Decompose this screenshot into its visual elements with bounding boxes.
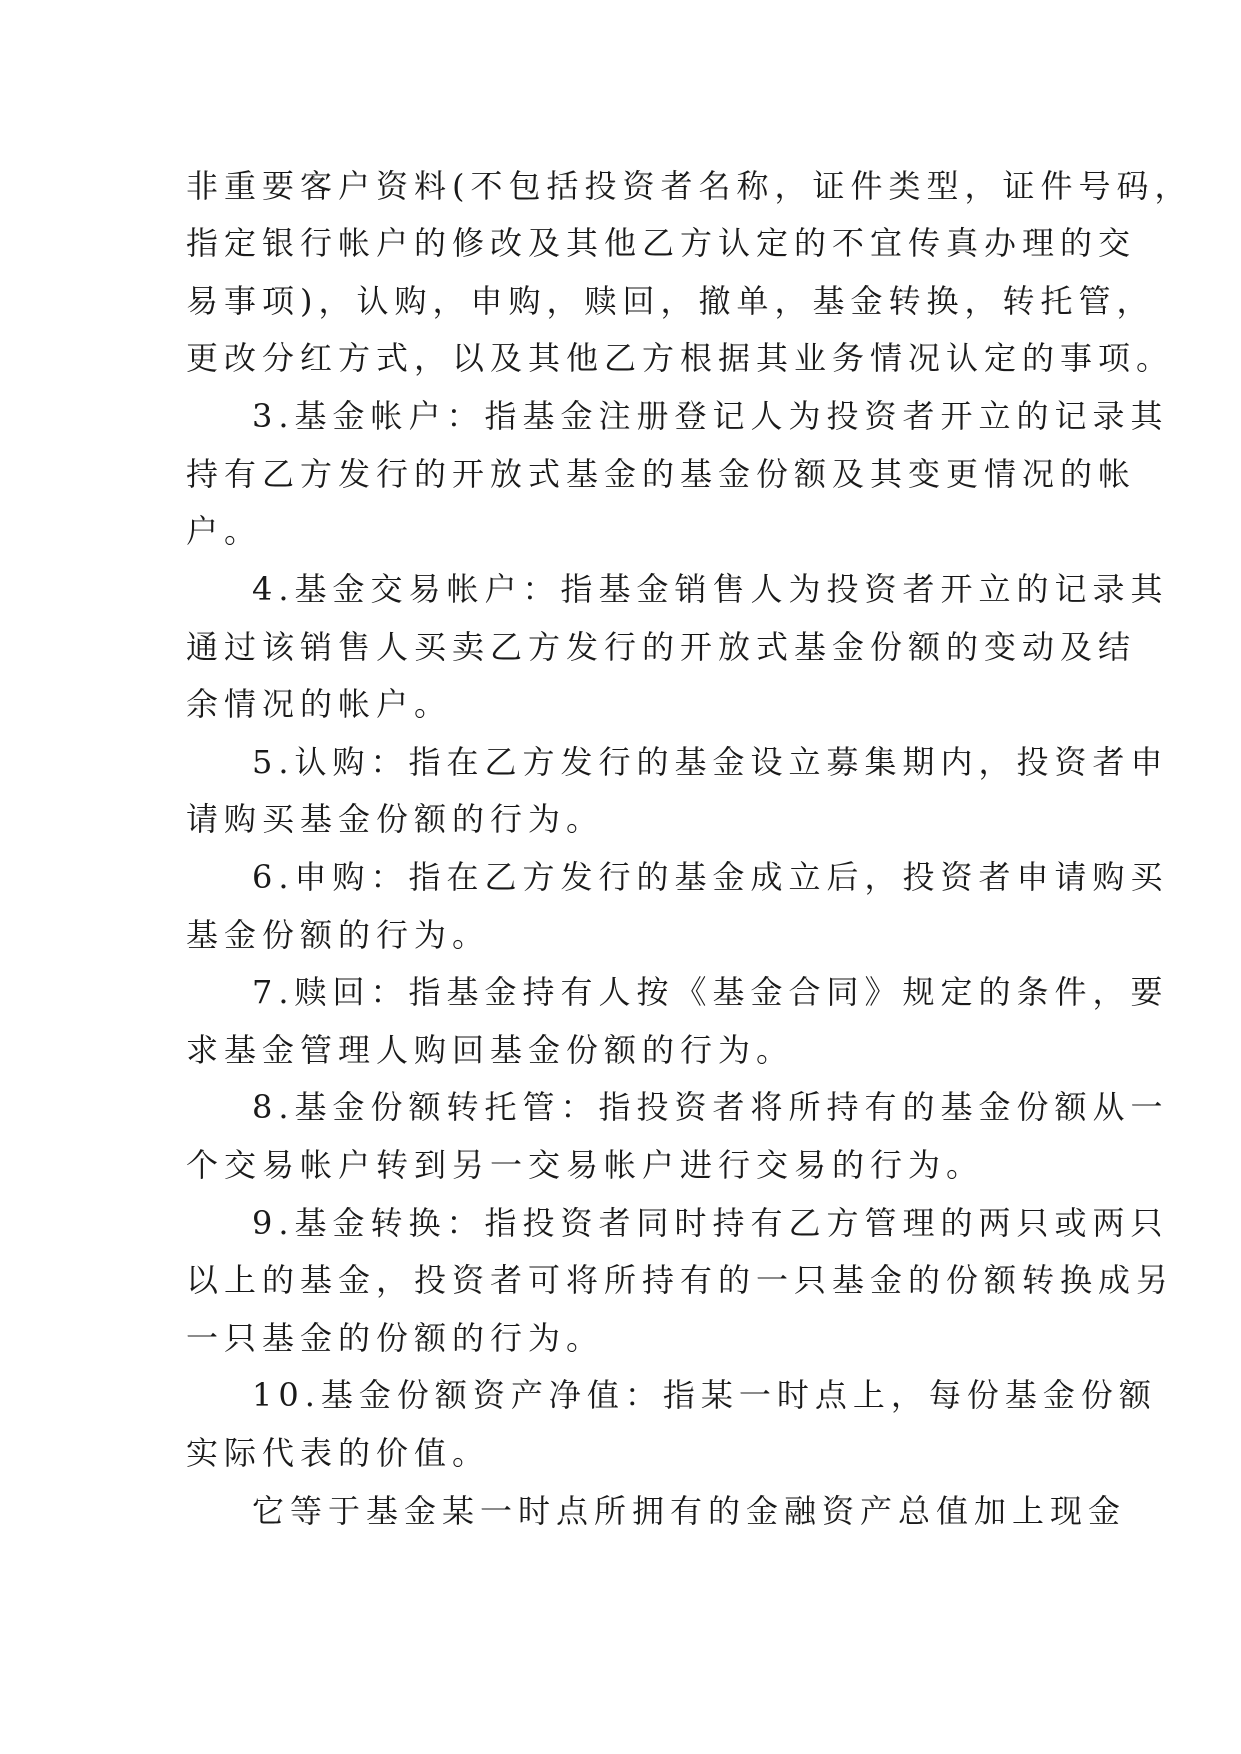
text-line: 更改分红方式，以及其他乙方根据其业务情况认定的事项。: [186, 339, 1175, 377]
text-line: 持有乙方发行的开放式基金的基金份额及其变更情况的帐: [186, 455, 1137, 493]
text-line: 易事项)，认购，申购，赎回，撤单，基金转换，转托管，: [186, 282, 1155, 320]
text-line: 它等于基金某一时点所拥有的金融资产总值加上现金: [252, 1492, 1127, 1530]
item-6-line: 6.申购：指在乙方发行的基金成立后，投资者申请购买: [252, 858, 1169, 896]
text-line: 个交易帐户转到另一交易帐户进行交易的行为。: [186, 1146, 985, 1184]
text-line: 求基金管理人购回基金份额的行为。: [186, 1031, 795, 1069]
item-4-line: 4.基金交易帐户：指基金销售人为投资者开立的记录其: [252, 570, 1169, 608]
text-line: 户。: [186, 512, 263, 550]
text-line: 指定银行帐户的修改及其他乙方认定的不宜传真办理的交: [186, 224, 1137, 262]
text-line: 一只基金的份额的行为。: [186, 1319, 605, 1357]
text-line: 余情况的帐户。: [186, 685, 453, 723]
text-line: 非重要客户资料(不包括投资者名称，证件类型，证件号码，: [186, 167, 1193, 205]
item-8-line: 8.基金份额转托管：指投资者将所持有的基金份额从一: [252, 1088, 1169, 1126]
text-line: 通过该销售人买卖乙方发行的开放式基金份额的变动及结: [186, 628, 1137, 666]
item-3-line: 3.基金帐户：指基金注册登记人为投资者开立的记录其: [252, 397, 1169, 435]
item-7-line: 7.赎回：指基金持有人按《基金合同》规定的条件，要: [252, 973, 1169, 1011]
text-line: 实际代表的价值。: [186, 1434, 491, 1472]
item-10-line: 10.基金份额资产净值：指某一时点上，每份基金份额: [252, 1376, 1157, 1414]
text-line: 以上的基金，投资者可将所持有的一只基金的份额转换成另: [186, 1261, 1175, 1299]
item-9-line: 9.基金转换：指投资者同时持有乙方管理的两只或两只: [252, 1204, 1169, 1242]
text-line: 基金份额的行为。: [186, 916, 491, 954]
text-line: 请购买基金份额的行为。: [186, 800, 605, 838]
item-5-line: 5.认购：指在乙方发行的基金设立募集期内，投资者申: [252, 743, 1169, 781]
